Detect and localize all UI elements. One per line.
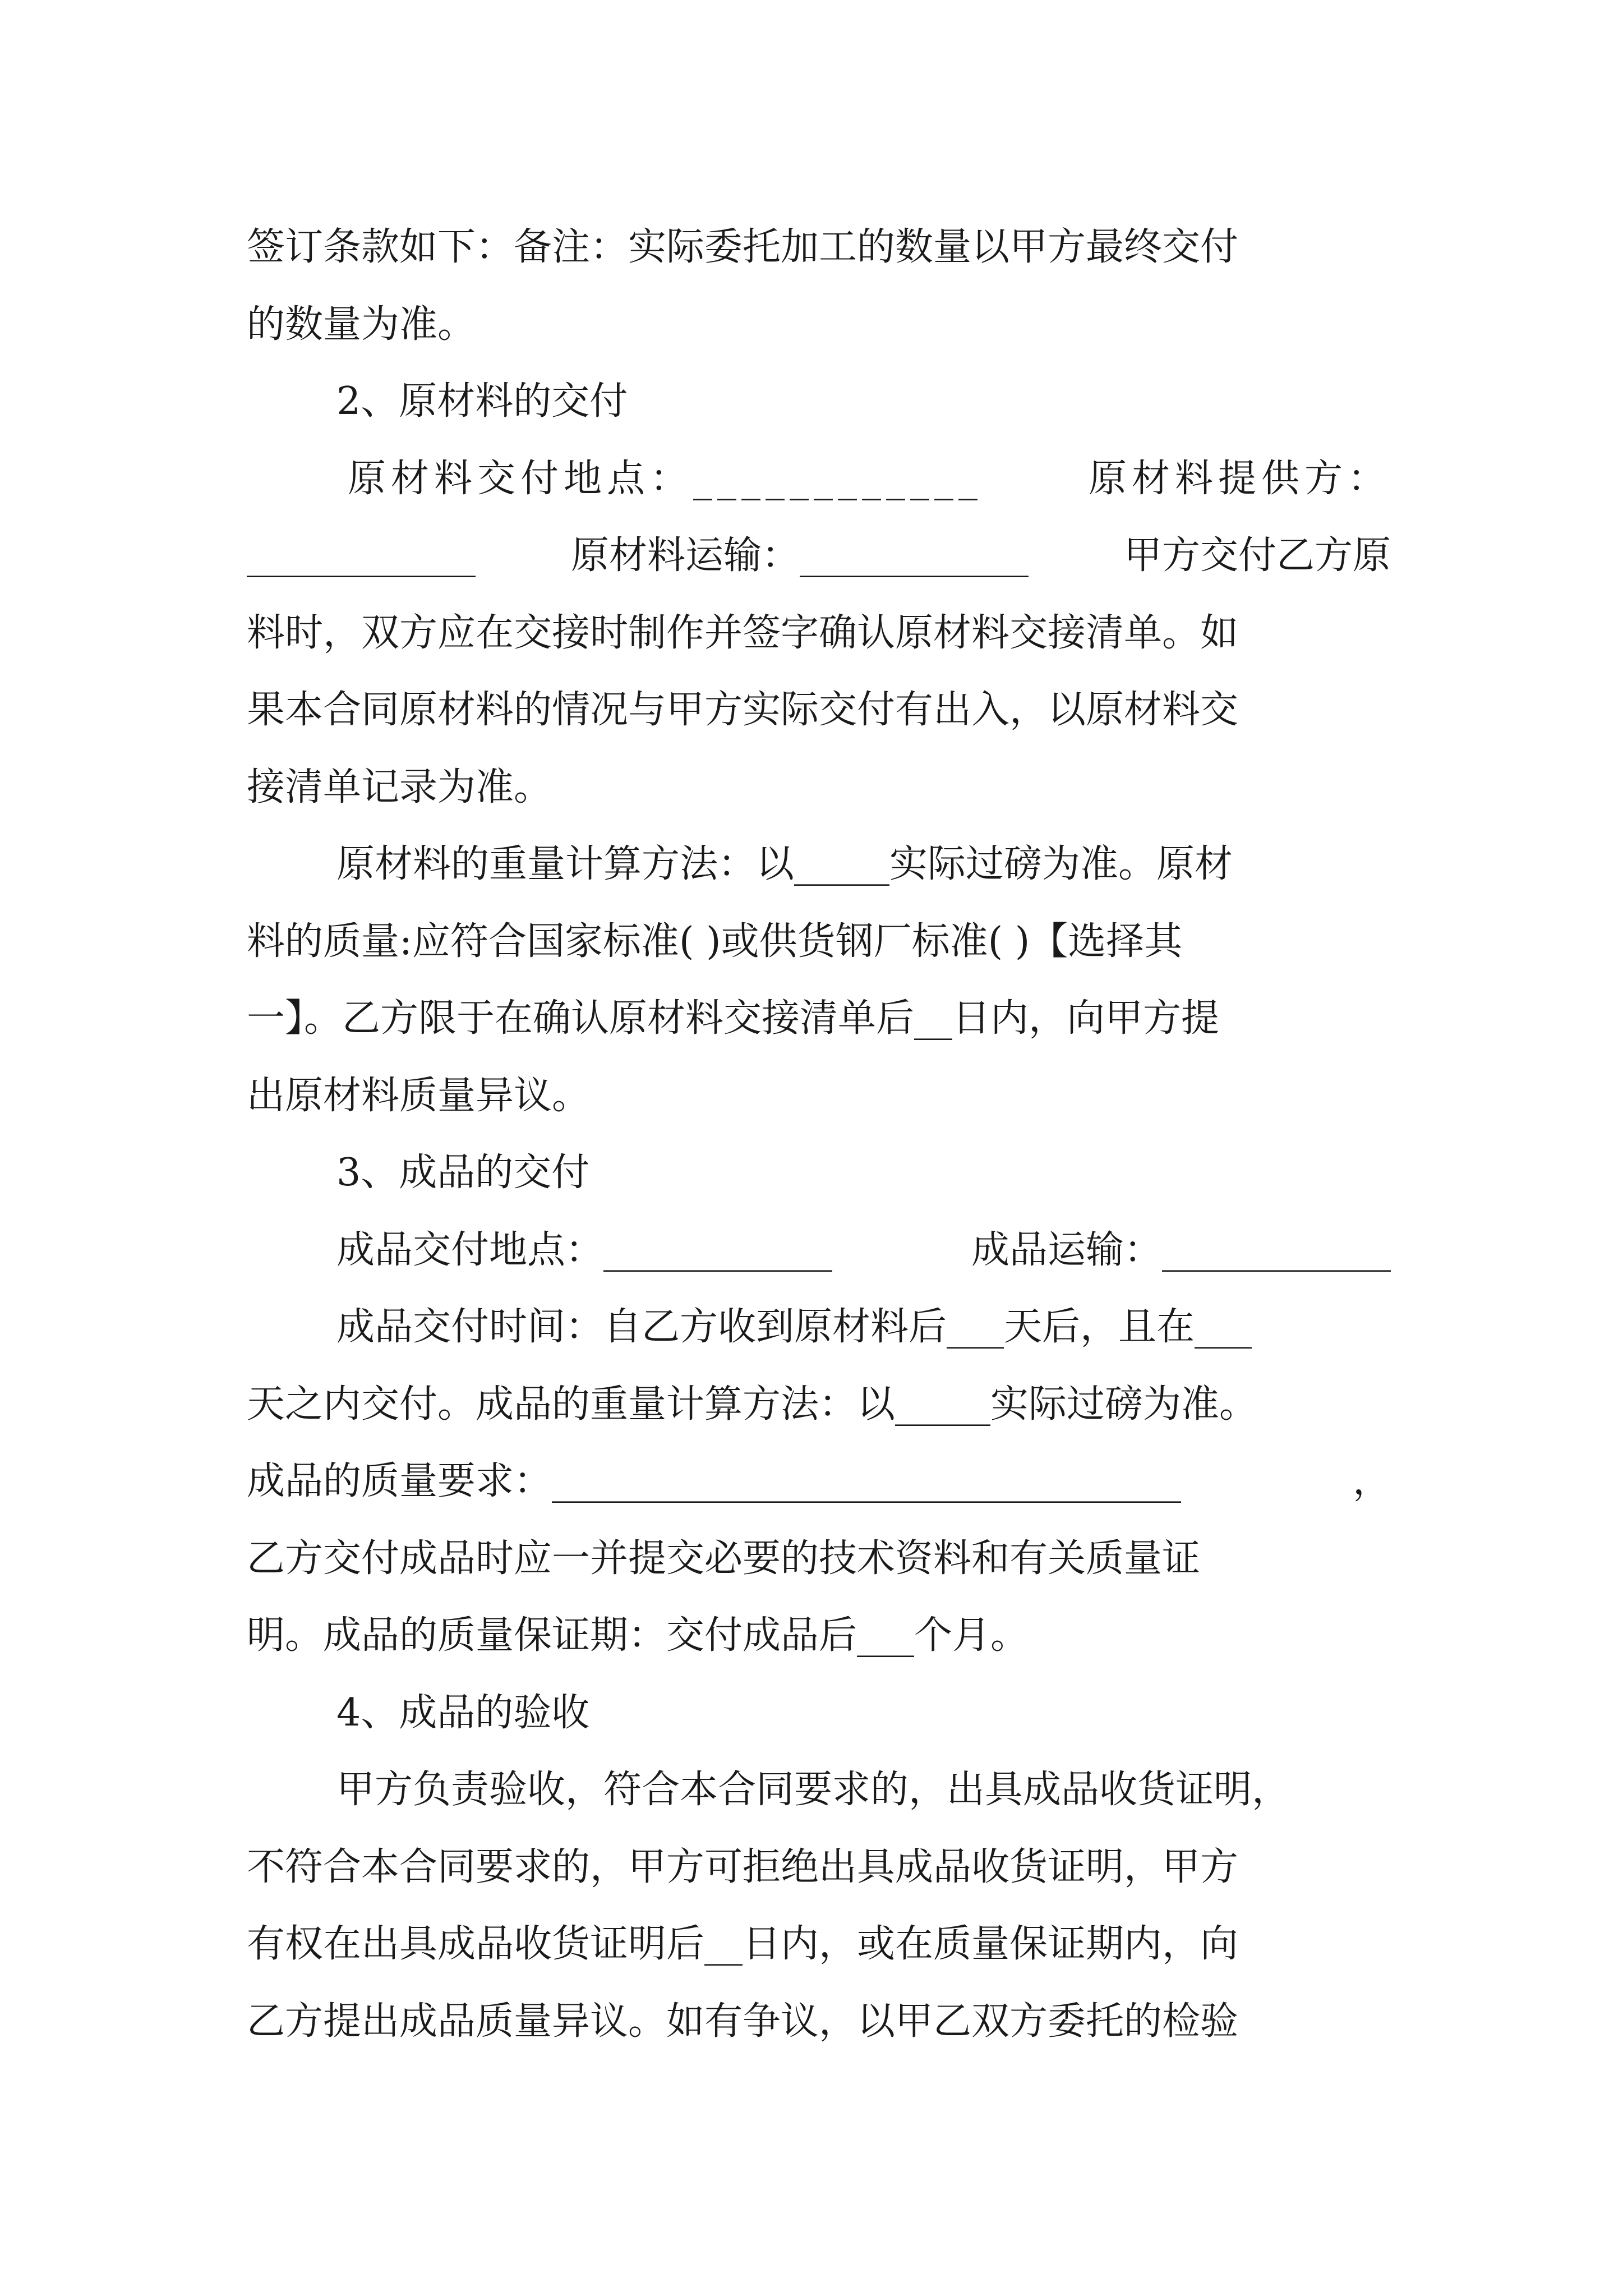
section-heading-3 xyxy=(247,1134,1391,1212)
text-line: 接清单记录为准。 xyxy=(247,765,552,809)
paragraph-line xyxy=(247,1212,1391,1289)
text-line: 签订条款如下：备注：实际委托加工的数量以甲方最终交付 xyxy=(247,225,1239,269)
text-line: 果本合同原材料的情况与甲方实际交付有出入，以原材料交 xyxy=(247,688,1239,732)
paragraph-line xyxy=(247,1597,1391,1674)
document-body xyxy=(247,209,1391,2060)
text-line: 甲方负责验收，符合本合同要求的，出具成品收货证明， xyxy=(336,1768,1290,1812)
text-line: 有权在出具成品收货证明后__日内，或在质量保证期内，向 xyxy=(247,1922,1239,1966)
text-line: 不符合本合同要求的，甲方可拒绝出具成品收货证明，甲方 xyxy=(247,1844,1239,1889)
field-product-quality: 成品的质量要求：_________________________________ xyxy=(247,1459,1182,1503)
text-line: 原材料的重量计算方法：以_____实际过磅为准。原材 xyxy=(336,842,1233,886)
paragraph-line xyxy=(247,1751,1391,1829)
text-line: 明。成品的质量保证期：交付成品后___个月。 xyxy=(247,1613,1029,1658)
punctuation: ， xyxy=(1352,1459,1391,1503)
paragraph-line xyxy=(247,1443,1391,1520)
field-material-provider: 原材料提供方： xyxy=(1088,456,1391,501)
field-product-location: 成品交付地点：____________ xyxy=(336,1227,833,1272)
heading-text: 2、原材料的交付 xyxy=(336,379,628,424)
paragraph-line xyxy=(247,1520,1391,1598)
paragraph-line xyxy=(247,595,1391,672)
paragraph-line xyxy=(247,440,1391,518)
paragraph-line xyxy=(247,1906,1391,1983)
text-line: 天之内交付。成品的重量计算方法：以_____实际过磅为准。 xyxy=(247,1382,1258,1427)
heading-text: 3、成品的交付 xyxy=(336,1151,590,1195)
paragraph-line xyxy=(247,826,1391,903)
text-fragment: 甲方交付乙方原 xyxy=(1123,533,1391,578)
field-blank: ____________ xyxy=(247,533,476,578)
text-line: 乙方提出成品质量异议。如有争议，以甲乙双方委托的检验 xyxy=(247,1999,1239,2044)
paragraph-line xyxy=(247,1057,1391,1135)
section-heading-4 xyxy=(247,1674,1391,1752)
text-line: 料时，双方应在交接时制作并签字确认原材料交接清单。如 xyxy=(247,610,1239,655)
paragraph-line xyxy=(247,1366,1391,1443)
paragraph-line xyxy=(247,1829,1391,1906)
field-product-transport: 成品运输：____________ xyxy=(971,1227,1391,1272)
paragraph-line xyxy=(247,749,1391,826)
text-line: 一】。乙方限于在确认原材料交接清单后__日内，向甲方提 xyxy=(247,996,1220,1041)
field-material-transport: 原材料运输：____________ xyxy=(570,533,1029,578)
text-line: 成品交付时间：自乙方收到原材料后___天后，且在___ xyxy=(336,1305,1252,1349)
text-line: 料的质量:应符合国家标准( )或供货钢厂标准( )【选择其 xyxy=(247,919,1183,964)
heading-text: 4、成品的验收 xyxy=(336,1690,590,1735)
paragraph-line xyxy=(247,980,1391,1057)
paragraph-line xyxy=(247,1983,1391,2060)
text-line: 乙方交付成品时应一并提交必要的技术资料和有关质量证 xyxy=(247,1536,1201,1581)
paragraph-line xyxy=(247,517,1391,595)
text-line: 出原材料质量异议。 xyxy=(247,1073,591,1118)
paragraph-line xyxy=(247,209,1391,286)
paragraph-line xyxy=(247,671,1391,749)
text-line: 的数量为准。 xyxy=(247,302,476,347)
section-heading-2 xyxy=(247,363,1391,440)
field-material-location: 原材料交付地点：____________ xyxy=(348,456,983,501)
paragraph-line xyxy=(247,1289,1391,1366)
paragraph-line xyxy=(247,903,1391,981)
paragraph-line xyxy=(247,286,1391,364)
